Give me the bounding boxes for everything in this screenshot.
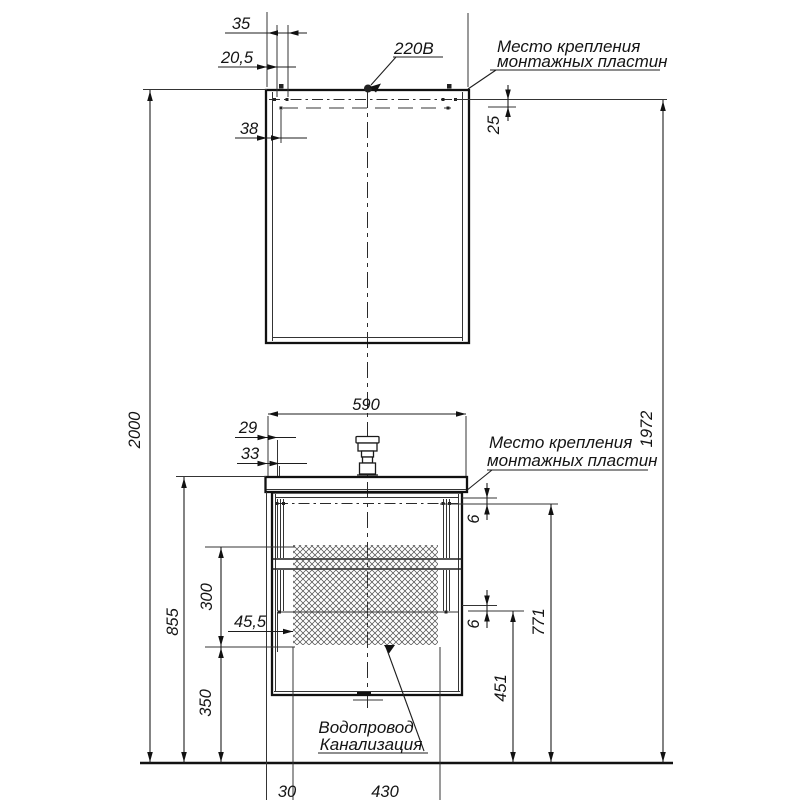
mounting-mid-label-1: Место крепления bbox=[489, 433, 633, 452]
dim-45-5: 45,5 bbox=[233, 613, 267, 631]
dim-35: 35 bbox=[231, 15, 251, 33]
mounting-point-right bbox=[447, 84, 452, 89]
dimension-texts bbox=[126, 15, 668, 800]
dim-29: 29 bbox=[238, 419, 258, 437]
mounting-top-label-1: Место крепления bbox=[497, 37, 641, 56]
extension-lines bbox=[143, 12, 667, 800]
dim-6-bottom: 6 bbox=[465, 619, 483, 629]
dim-30: 30 bbox=[277, 783, 297, 800]
dim-771: 771 bbox=[530, 608, 548, 636]
dim-590: 590 bbox=[352, 396, 380, 414]
dim-300: 300 bbox=[198, 583, 216, 611]
dim-2000: 2000 bbox=[126, 411, 144, 449]
dim-451: 451 bbox=[492, 674, 510, 702]
dim-1972: 1972 bbox=[638, 410, 656, 448]
dim-6-top: 6 bbox=[465, 514, 483, 524]
vanity-cabinet bbox=[266, 477, 468, 695]
dim-855: 855 bbox=[164, 608, 182, 636]
dim-430: 430 bbox=[371, 783, 399, 800]
mounting-top-label-2: монтажных пластин bbox=[497, 52, 668, 71]
dim-38: 38 bbox=[239, 120, 259, 138]
plumbing-access-hatch bbox=[293, 545, 438, 645]
plumbing-label-2: Канализация bbox=[319, 735, 423, 754]
dim-20-5: 20,5 bbox=[220, 49, 254, 67]
mounting-point-left bbox=[279, 84, 284, 89]
power-callout: 220В bbox=[394, 39, 434, 58]
dim-350: 350 bbox=[197, 689, 215, 717]
mounting-mid-label-2: монтажных пластин bbox=[487, 451, 658, 470]
dim-33: 33 bbox=[240, 445, 260, 463]
dim-25: 25 bbox=[485, 115, 503, 135]
power-outlet-point bbox=[364, 85, 372, 93]
faucet bbox=[356, 437, 379, 476]
dimension-lines bbox=[147, 30, 666, 763]
plumbing-label-1: Водопровод bbox=[318, 718, 414, 737]
